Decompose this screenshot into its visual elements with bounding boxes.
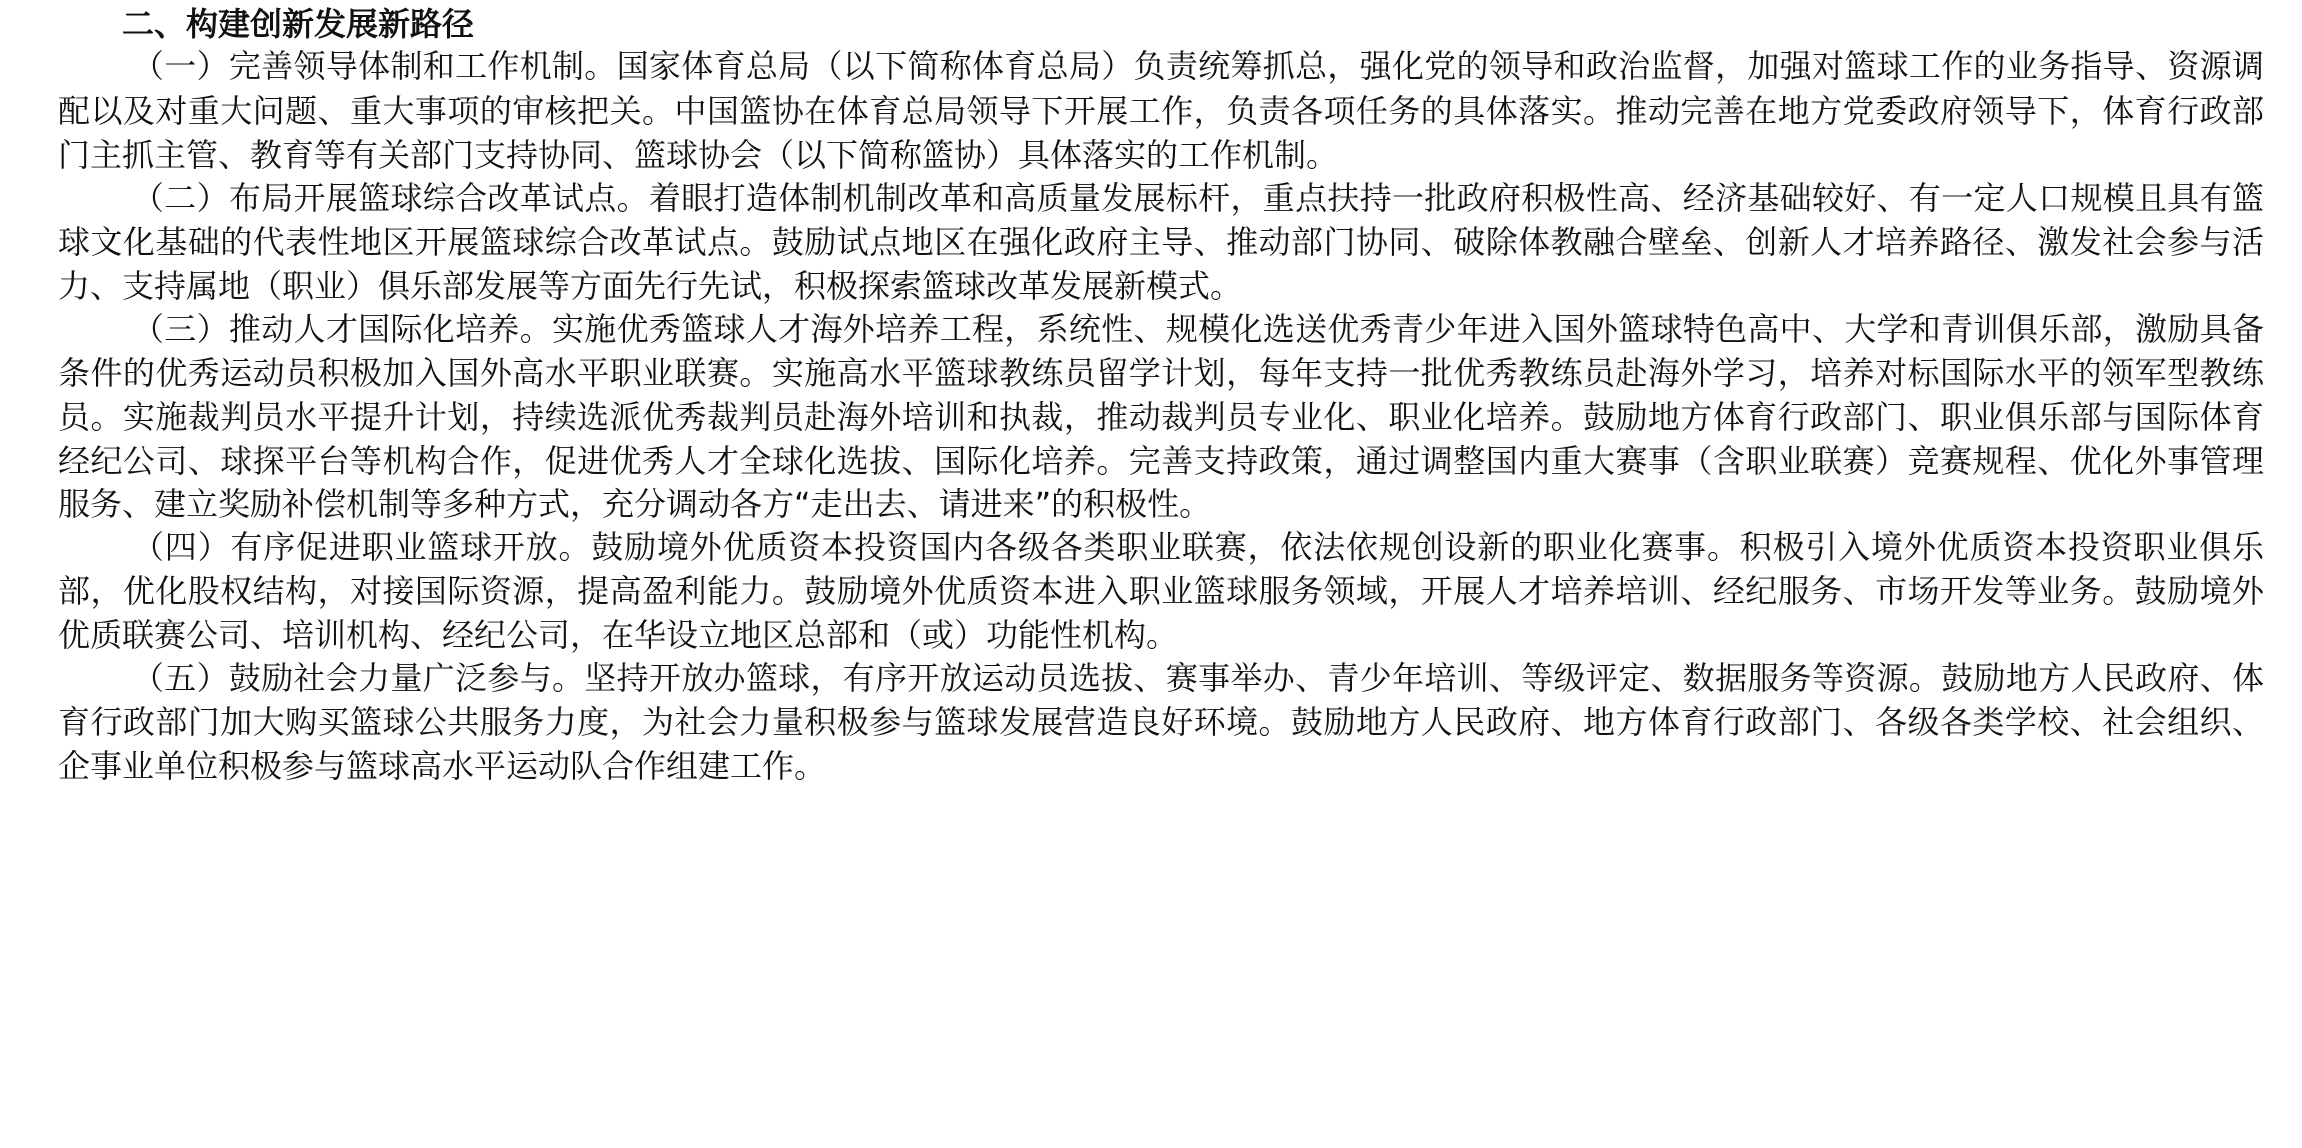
paragraph-3-line-1: （三）推动人才国际化培养。实施优秀篮球人才海外培养工程，系统性、规模化选送优秀青少年进入国外篮球特色高中、大学和青训俱乐部，激励具备 (132, 310, 2264, 348)
paragraph-1-line-1: （一）完善领导体制和工作机制。国家体育总局（以下简称体育总局）负责统筹抓总，强化党的领导和政治监督，加强对篮球工作的业务指导、资源调 (132, 47, 2264, 85)
paragraph-2-line-3: 力、支持属地（职业）俱乐部发展等方面先行先试，积极探索篮球改革发展新模式。 (58, 267, 1243, 305)
paragraph-3-line-4: 经纪公司、球探平台等机构合作，促进优秀人才全球化选拔、国际化培养。完善支持政策，通过调整国内重大赛事（含职业联赛）竞赛规程、优化外事管理 (58, 442, 2264, 480)
paragraph-5-line-3: 企事业单位积极参与篮球高水平运动队合作组建工作。 (58, 747, 827, 785)
paragraph-3-line-5: 服务、建立奖励补偿机制等多种方式，充分调动各方“走出去、请进来”的积极性。 (58, 485, 1212, 523)
section-heading: 二、构建创新发展新路径 (122, 5, 475, 43)
paragraph-5-line-1: （五）鼓励社会力量广泛参与。坚持开放办篮球，有序开放运动员选拔、赛事举办、青少年培训、等级评定、数据服务等资源。鼓励地方人民政府、体 (132, 659, 2264, 697)
paragraph-3-line-2: 条件的优秀运动员积极加入国外高水平职业联赛。实施高水平篮球教练员留学计划，每年支持一批优秀教练员赴海外学习，培养对标国际水平的领军型教练 (58, 354, 2264, 392)
paragraph-2-line-2: 球文化基础的代表性地区开展篮球综合改革试点。鼓励试点地区在强化政府主导、推动部门协同、破除体教融合壁垒、创新人才培养路径、激发社会参与活 (58, 223, 2264, 261)
paragraph-1-line-3: 门主抓主管、教育等有关部门支持协同、篮球协会（以下简称篮协）具体落实的工作机制。 (58, 136, 1339, 174)
paragraph-4-line-3: 优质联赛公司、培训机构、经纪公司，在华设立地区总部和（或）功能性机构。 (58, 616, 1179, 654)
paragraph-4-line-1: （四）有序促进职业篮球开放。鼓励境外优质资本投资国内各级各类职业联赛，依法依规创设新的职业化赛事。积极引入境外优质资本投资职业俱乐 (132, 528, 2264, 566)
paragraph-3-line-3: 员。实施裁判员水平提升计划，持续选派优秀裁判员赴海外培训和执裁，推动裁判员专业化、职业化培养。鼓励地方体育行政部门、职业俱乐部与国际体育 (58, 398, 2264, 436)
paragraph-5-line-2: 育行政部门加大购买篮球公共服务力度，为社会力量积极参与篮球发展营造良好环境。鼓励地方人民政府、地方体育行政部门、各级各类学校、社会组织、 (58, 703, 2264, 741)
paragraph-4-line-2: 部，优化股权结构，对接国际资源，提高盈利能力。鼓励境外优质资本进入职业篮球服务领域，开展人才培养培训、经纪服务、市场开发等业务。鼓励境外 (58, 572, 2264, 610)
paragraph-2-line-1: （二）布局开展篮球综合改革试点。着眼打造体制机制改革和高质量发展标杆，重点扶持一批政府积极性高、经济基础较好、有一定人口规模且具有篮 (132, 179, 2264, 217)
paragraph-1-line-2: 配以及对重大问题、重大事项的审核把关。中国篮协在体育总局领导下开展工作，负责各项任务的具体落实。推动完善在地方党委政府领导下，体育行政部 (58, 92, 2264, 130)
